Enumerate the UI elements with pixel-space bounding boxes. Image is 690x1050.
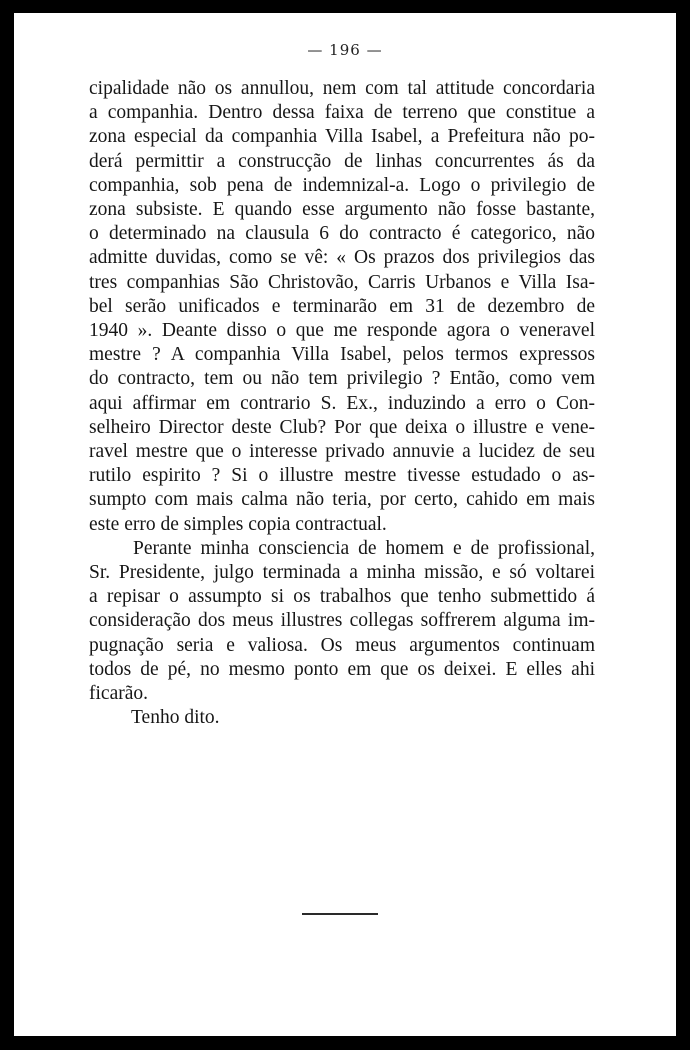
text-line: consideração dos meus illustres collegas soffrerem alguma im- xyxy=(89,610,595,632)
text-line: bel serão unificados e terminarão em 31 de dezembro de xyxy=(89,295,595,317)
text-line: derá permittir a construcção de linhas concurrentes ás da xyxy=(89,150,595,172)
text-line: zona especial da companhia Villa Isabel, a Prefeitura não po- xyxy=(89,126,595,148)
text-line: tres companhias São Christovão, Carris Urbanos e Villa Isa- xyxy=(89,271,595,293)
text-line: zona subsiste. E quando esse argumento não fosse bastante, xyxy=(89,199,595,221)
text-line: todos de pé, no mesmo ponto em que os deixei. E elles ahi xyxy=(89,658,595,680)
text-line: pugnação seria e valiosa. Os meus argumentos continuam xyxy=(89,634,595,656)
text-line: ravel mestre que o interesse privado annuvie a lucidez de seu xyxy=(89,441,595,463)
paragraph-1 xyxy=(89,77,595,537)
text-line: companhia, sob pena de indemnizal-a. Logo o privilegio de xyxy=(89,174,595,196)
paragraph-2 xyxy=(89,537,595,706)
text-line: cipalidade não os annullou, nem com tal attitude concordaria xyxy=(89,78,595,99)
text-line: Perante minha consciencia de homem e de profissional, xyxy=(133,537,595,559)
text-line: o determinado na clausula 6 do contracto é categorico, não xyxy=(89,223,595,245)
closing-line: Tenho dito. xyxy=(131,707,220,729)
text-line: mestre ? A companhia Villa Isabel, pelos termos expressos xyxy=(89,344,595,366)
text-line: a repisar o assumpto si os trabalhos que tenho submettido á xyxy=(89,586,595,608)
text-line: rutilo espirito ? Si o illustre mestre tivesse estudado o as- xyxy=(89,465,595,487)
text-line: ficarão. xyxy=(89,683,148,705)
text-line: 1940 ». Deante disso o que me responde agora o veneravel xyxy=(89,320,595,342)
document-page xyxy=(14,13,676,1036)
body-text xyxy=(89,77,595,730)
text-line: Sr. Presidente, julgo terminada a minha missão, e só voltarei xyxy=(89,562,595,584)
text-line: admitte duvidas, como se vê: « Os prazos dos privilegios das xyxy=(89,247,595,269)
text-line: este erro de simples copia contractual. xyxy=(89,513,387,535)
text-line: selheiro Director deste Club? Por que deixa o illustre e vene- xyxy=(89,416,595,438)
page-number: — 196 — xyxy=(307,41,383,59)
text-line: sumpto com mais calma não teria, por certo, cahido em mais xyxy=(89,489,595,511)
end-divider xyxy=(302,913,378,915)
text-line: aqui affirmar em contrario S. Ex., induzindo a erro o Con- xyxy=(89,392,595,414)
text-line: a companhia. Dentro dessa faixa de terreno que constitue a xyxy=(89,102,595,124)
text-line: do contracto, tem ou não tem privilegio ? Então, como vem xyxy=(89,368,595,390)
